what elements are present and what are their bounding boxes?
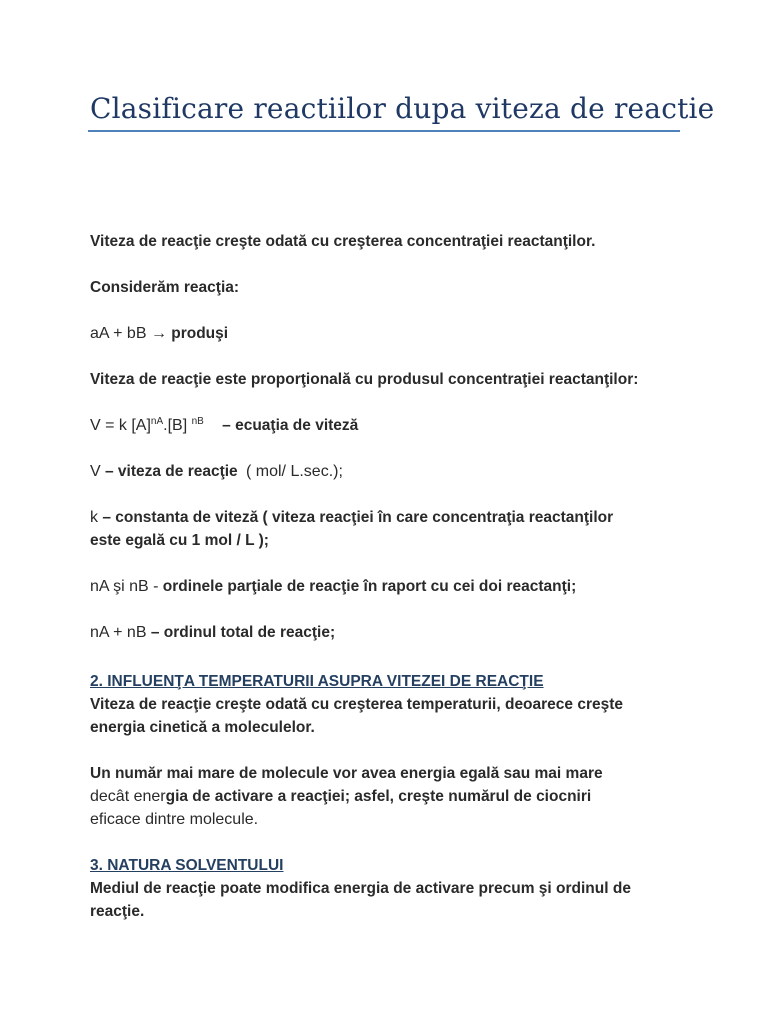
- definition-partial-orders-text: ordinele parţiale de reacţie în raport cu cei doi reactanţi;: [162, 578, 577, 595]
- section-2-line4-end: gia de activare a reacţiei; asfel, creşte numărul de ciocniri: [165, 788, 592, 805]
- definition-total-order-text: – ordinul total de reacţie;: [150, 624, 336, 641]
- definition-k-text-line1: – constanta de viteză ( viteza reacţiei în care concentraţia reactanţilor: [102, 509, 614, 526]
- section-3-heading: 3. NATURA SOLVENTULUI: [90, 857, 284, 874]
- rate-equation-label: – ecuaţia de viteză: [222, 417, 359, 434]
- reaction-equation: [90, 322, 228, 345]
- definition-partial-orders: [90, 575, 576, 598]
- rate-formula-a: V = k [A]: [90, 417, 151, 434]
- exponent-nb: nB: [191, 416, 204, 427]
- paragraph-concentration: Viteza de reacţie creşte odată cu creşterea concentraţiei reactanţilor.: [90, 233, 596, 250]
- rate-equation: [90, 414, 358, 437]
- section-3-line2: reacţie.: [90, 903, 145, 920]
- definition-v-text: – viteza de reacţie: [104, 463, 238, 480]
- exponent-na: nA: [150, 416, 164, 427]
- reaction-formula: aA + bB →: [90, 325, 167, 342]
- definition-v: [90, 460, 343, 483]
- rate-formula-b: .[B]: [163, 417, 192, 434]
- definition-k-text-line2: este egală cu 1 mol / L );: [90, 532, 269, 549]
- symbol-v: V: [90, 463, 101, 480]
- symbol-na-plus-nb: nA + nB: [90, 624, 147, 641]
- reaction-products: produşi: [171, 325, 229, 342]
- title-underline: [88, 130, 680, 132]
- document-title: Clasificare reactiilor dupa viteza de reactie: [90, 92, 715, 125]
- section-2-line5: eficace dintre molecule.: [90, 811, 259, 828]
- section-2-line2: energia cinetică a moleculelor.: [90, 719, 315, 736]
- section-2-line1: Viteza de reacţie creşte odată cu creşterea temperaturii, deoarece creşte: [90, 696, 624, 713]
- paragraph-proportional: Viteza de reacţie este proporţională cu produsul concentraţiei reactanţilor:: [90, 371, 639, 388]
- section-2-line3: Un număr mai mare de molecule vor avea energia egală sau mai mare: [90, 765, 603, 782]
- definition-k: [90, 506, 613, 529]
- definition-total-order: [90, 621, 335, 644]
- symbol-na-nb: nA şi nB -: [90, 578, 159, 595]
- paragraph-consider: Considerăm reacţia:: [90, 279, 240, 296]
- section-3-line1: Mediul de reacţie poate modifica energia de activare precum şi ordinul de: [90, 880, 631, 897]
- section-2-line4-start: decât ener: [90, 788, 166, 805]
- symbol-k: k: [90, 509, 98, 526]
- section-2-line4: [90, 785, 591, 808]
- definition-v-unit: ( mol/ L.sec.);: [246, 463, 343, 480]
- section-2-heading: 2. INFLUENŢA TEMPERATURII ASUPRA VITEZEI DE REACŢIE: [90, 673, 544, 690]
